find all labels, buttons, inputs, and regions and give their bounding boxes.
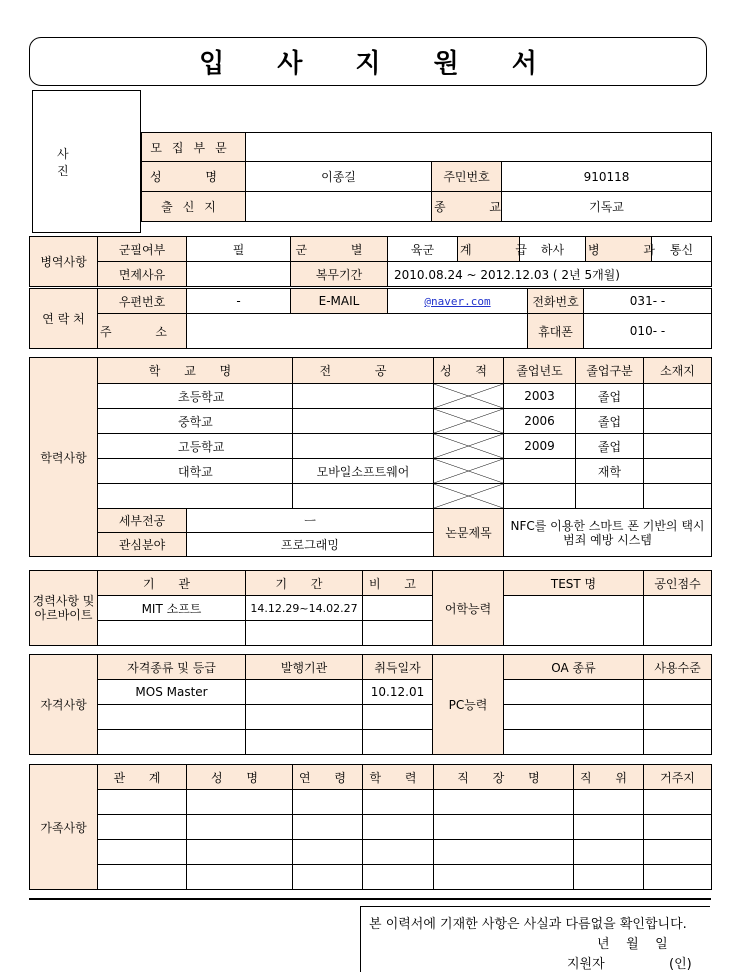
- license-section-label: 자격사항: [30, 655, 98, 755]
- career-header-period: 기 간: [246, 571, 363, 596]
- specialty-label: 병 과: [586, 237, 652, 262]
- table-row: [30, 459, 712, 484]
- family-cell[interactable]: [644, 840, 712, 865]
- family-cell[interactable]: [293, 815, 363, 840]
- family-cell[interactable]: [434, 790, 574, 815]
- family-cell[interactable]: [434, 815, 574, 840]
- language-label: 어학능력: [433, 571, 504, 646]
- family-header-name: 성 명: [187, 765, 293, 790]
- edu-header-location: 소재지: [644, 358, 712, 384]
- edu-location-3[interactable]: [644, 434, 712, 459]
- email-label: E-MAIL: [291, 289, 388, 314]
- exempt-label: 면제사유: [98, 262, 187, 287]
- edu-year-3[interactable]: 2009: [504, 434, 576, 459]
- family-table: [29, 764, 712, 890]
- rank-field[interactable]: 하사: [520, 237, 586, 262]
- edu-grade-4: [434, 459, 504, 484]
- religion-field[interactable]: 기독교: [502, 192, 712, 222]
- family-cell[interactable]: [363, 865, 434, 890]
- bottom-divider: [29, 898, 711, 900]
- edu-header-grade: 성 적: [434, 358, 504, 384]
- lang-score-1[interactable]: [644, 596, 712, 646]
- career-table: [29, 570, 712, 646]
- family-cell[interactable]: [187, 865, 293, 890]
- pc-level-2[interactable]: [644, 705, 712, 730]
- career-section-label: 경력사항 및 아르바이트: [30, 571, 98, 646]
- lang-test-1[interactable]: [504, 596, 644, 646]
- name-field[interactable]: 이종길: [246, 162, 432, 192]
- branch-label: 군 별: [291, 237, 388, 262]
- recruit-label: 모집부문: [142, 133, 246, 162]
- edu-status-5[interactable]: [576, 484, 644, 509]
- cross-mark-icon: [434, 459, 503, 483]
- origin-label: 출신지: [142, 192, 246, 222]
- edu-location-2[interactable]: [644, 409, 712, 434]
- thesis-field[interactable]: NFC를 이용한 스마트 폰 기반의 택시 범죄 예방 시스템: [504, 509, 712, 557]
- family-cell[interactable]: [98, 865, 187, 890]
- edu-status-1[interactable]: 졸업: [576, 384, 644, 409]
- period-label: 복무기간: [291, 262, 388, 287]
- family-cell[interactable]: [434, 865, 574, 890]
- edu-school-5[interactable]: [98, 484, 293, 509]
- table-row: [30, 865, 712, 890]
- page-title: 입 사 지 원 서: [199, 49, 559, 79]
- zip-label: 우편번호: [98, 289, 187, 314]
- license-table: [29, 654, 712, 755]
- family-cell[interactable]: [644, 815, 712, 840]
- family-cell[interactable]: [574, 840, 644, 865]
- edu-header-status: 졸업구분: [576, 358, 644, 384]
- family-cell[interactable]: [98, 815, 187, 840]
- applicant-label: 지원자: [567, 957, 605, 972]
- exempt-field[interactable]: [187, 262, 291, 287]
- license-date-3[interactable]: [363, 730, 433, 755]
- family-cell[interactable]: [574, 790, 644, 815]
- pc-oa-1[interactable]: [504, 680, 644, 705]
- family-header-residence: 거주지: [644, 765, 712, 790]
- career-period-2[interactable]: [246, 621, 363, 646]
- table-row: [30, 434, 712, 459]
- family-header-relation: 관 계: [98, 765, 187, 790]
- title-box: [29, 37, 707, 86]
- license-date-1[interactable]: 10.12.01: [363, 680, 433, 705]
- recruit-field[interactable]: [246, 133, 712, 162]
- email-link[interactable]: @naver.com: [424, 295, 491, 308]
- family-section-label: 가족사항: [30, 765, 98, 890]
- table-row: [30, 730, 712, 755]
- edu-grade-1: [434, 384, 504, 409]
- mobile-label: 휴대폰: [528, 314, 584, 349]
- family-cell[interactable]: [98, 790, 187, 815]
- education-table: [29, 357, 712, 557]
- family-cell[interactable]: [434, 840, 574, 865]
- career-period-1[interactable]: 14.12.29~14.02.27: [246, 596, 363, 621]
- military-status-field[interactable]: 필: [187, 237, 291, 262]
- edu-header-school: 학 교 명: [98, 358, 293, 384]
- military-status-label: 군필여부: [98, 237, 187, 262]
- edu-grade-2: [434, 409, 504, 434]
- family-cell[interactable]: [363, 815, 434, 840]
- detail-major-label: 세부전공: [98, 509, 187, 533]
- edu-school-2[interactable]: 중학교: [98, 409, 293, 434]
- cross-mark-icon: [434, 484, 503, 508]
- pc-level-1[interactable]: [644, 680, 712, 705]
- career-header-org: 기 관: [98, 571, 246, 596]
- confirm-date: 년 월 일: [597, 937, 668, 952]
- license-issuer-3[interactable]: [246, 730, 363, 755]
- military-section-label: 병역사항: [30, 237, 98, 287]
- career-org-2[interactable]: [98, 621, 246, 646]
- cross-mark-icon: [434, 384, 503, 408]
- detail-major-field[interactable]: ㅡ: [187, 509, 434, 533]
- edu-school-4[interactable]: 대학교: [98, 459, 293, 484]
- license-header-name: 자격종류 및 등급: [98, 655, 246, 680]
- address-label: 주 소: [98, 314, 187, 349]
- cross-mark-icon: [434, 434, 503, 458]
- edu-major-3[interactable]: [293, 434, 434, 459]
- edu-year-1[interactable]: 2003: [504, 384, 576, 409]
- edu-location-5[interactable]: [644, 484, 712, 509]
- table-row: [30, 384, 712, 409]
- photo-box: [32, 90, 141, 233]
- pc-oa-3[interactable]: [504, 730, 644, 755]
- pc-skill-label: PC능력: [433, 655, 504, 755]
- career-note-2[interactable]: [363, 621, 433, 646]
- lang-header-score: 공인점수: [644, 571, 712, 596]
- table-row: [30, 815, 712, 840]
- family-cell[interactable]: [644, 790, 712, 815]
- contact-section-label: 연 락 처: [30, 289, 98, 349]
- family-cell[interactable]: [363, 790, 434, 815]
- license-name-1[interactable]: MOS Master: [98, 680, 246, 705]
- religion-label: 종 교: [432, 192, 502, 222]
- phone-field[interactable]: 031- -: [584, 289, 712, 314]
- career-note-1[interactable]: [363, 596, 433, 621]
- photo-label: 사 진: [57, 146, 93, 178]
- education-section-label: 학력사항: [30, 358, 98, 557]
- edu-location-4[interactable]: [644, 459, 712, 484]
- edu-major-5[interactable]: [293, 484, 434, 509]
- table-row: [30, 705, 712, 730]
- interest-label: 관심분야: [98, 533, 187, 557]
- edu-year-5[interactable]: [504, 484, 576, 509]
- confirmation-box: [360, 906, 710, 972]
- edu-major-4[interactable]: 모바일소프트웨어: [293, 459, 434, 484]
- table-row: [30, 840, 712, 865]
- military-table: [29, 236, 712, 287]
- contact-table: [29, 288, 712, 349]
- basic-info-table: [141, 132, 712, 222]
- pc-header-level: 사용수준: [644, 655, 712, 680]
- pc-oa-2[interactable]: [504, 705, 644, 730]
- branch-field[interactable]: 육군: [388, 237, 458, 262]
- seal-mark: (인): [669, 957, 692, 972]
- id-field[interactable]: 910118: [502, 162, 712, 192]
- family-header-age: 연 령: [293, 765, 363, 790]
- table-row: [30, 680, 712, 705]
- address-field[interactable]: [187, 314, 528, 349]
- family-cell[interactable]: [574, 865, 644, 890]
- family-header-position: 직 위: [574, 765, 644, 790]
- family-cell[interactable]: [293, 865, 363, 890]
- edu-grade-3: [434, 434, 504, 459]
- name-label: 성 명: [142, 162, 246, 192]
- family-header-education: 학 력: [363, 765, 434, 790]
- zip-field[interactable]: -: [187, 289, 291, 314]
- career-header-note: 비 고: [363, 571, 433, 596]
- edu-year-4[interactable]: [504, 459, 576, 484]
- edu-status-4[interactable]: 재학: [576, 459, 644, 484]
- edu-school-3[interactable]: 고등학교: [98, 434, 293, 459]
- license-name-2[interactable]: [98, 705, 246, 730]
- license-header-issuer: 발행기관: [246, 655, 363, 680]
- career-org-1[interactable]: MIT 소프트: [98, 596, 246, 621]
- license-header-date: 취득일자: [363, 655, 433, 680]
- edu-header-year: 졸업년도: [504, 358, 576, 384]
- license-name-3[interactable]: [98, 730, 246, 755]
- edu-status-2[interactable]: 졸업: [576, 409, 644, 434]
- thesis-label: 논문제목: [434, 509, 504, 557]
- edu-year-2[interactable]: 2006: [504, 409, 576, 434]
- edu-school-1[interactable]: 초등학교: [98, 384, 293, 409]
- pc-level-3[interactable]: [644, 730, 712, 755]
- license-issuer-2[interactable]: [246, 705, 363, 730]
- lang-header-test: TEST 명: [504, 571, 644, 596]
- license-issuer-1[interactable]: [246, 680, 363, 705]
- cross-mark-icon: [434, 409, 503, 433]
- table-row: [30, 596, 712, 621]
- edu-major-1[interactable]: [293, 384, 434, 409]
- edu-header-major: 전 공: [293, 358, 434, 384]
- family-cell[interactable]: [187, 840, 293, 865]
- pc-header-oa: OA 종류: [504, 655, 644, 680]
- family-header-workplace: 직 장 명: [434, 765, 574, 790]
- table-row: [30, 790, 712, 815]
- family-cell[interactable]: [98, 840, 187, 865]
- origin-field[interactable]: [246, 192, 432, 222]
- interest-field[interactable]: 프로그래밍: [187, 533, 434, 557]
- license-date-2[interactable]: [363, 705, 433, 730]
- family-cell[interactable]: [293, 790, 363, 815]
- family-cell[interactable]: [293, 840, 363, 865]
- family-cell[interactable]: [363, 840, 434, 865]
- edu-major-2[interactable]: [293, 409, 434, 434]
- edu-location-1[interactable]: [644, 384, 712, 409]
- family-cell[interactable]: [187, 790, 293, 815]
- table-row: [30, 484, 712, 509]
- table-row: [30, 409, 712, 434]
- family-cell[interactable]: [644, 865, 712, 890]
- rank-label: 계 급: [458, 237, 520, 262]
- confirm-statement: 본 이력서에 기재한 사항은 사실과 다름없을 확인합니다.: [369, 917, 687, 932]
- mobile-field[interactable]: 010- -: [584, 314, 712, 349]
- edu-status-3[interactable]: 졸업: [576, 434, 644, 459]
- period-field[interactable]: 2010.08.24 ~ 2012.12.03 ( 2년 5개월): [388, 262, 712, 287]
- id-label: 주민번호: [432, 162, 502, 192]
- edu-grade-5: [434, 484, 504, 509]
- phone-label: 전화번호: [528, 289, 584, 314]
- family-cell[interactable]: [187, 815, 293, 840]
- specialty-field[interactable]: 통신: [652, 237, 712, 262]
- email-field[interactable]: [388, 289, 528, 314]
- family-cell[interactable]: [574, 815, 644, 840]
